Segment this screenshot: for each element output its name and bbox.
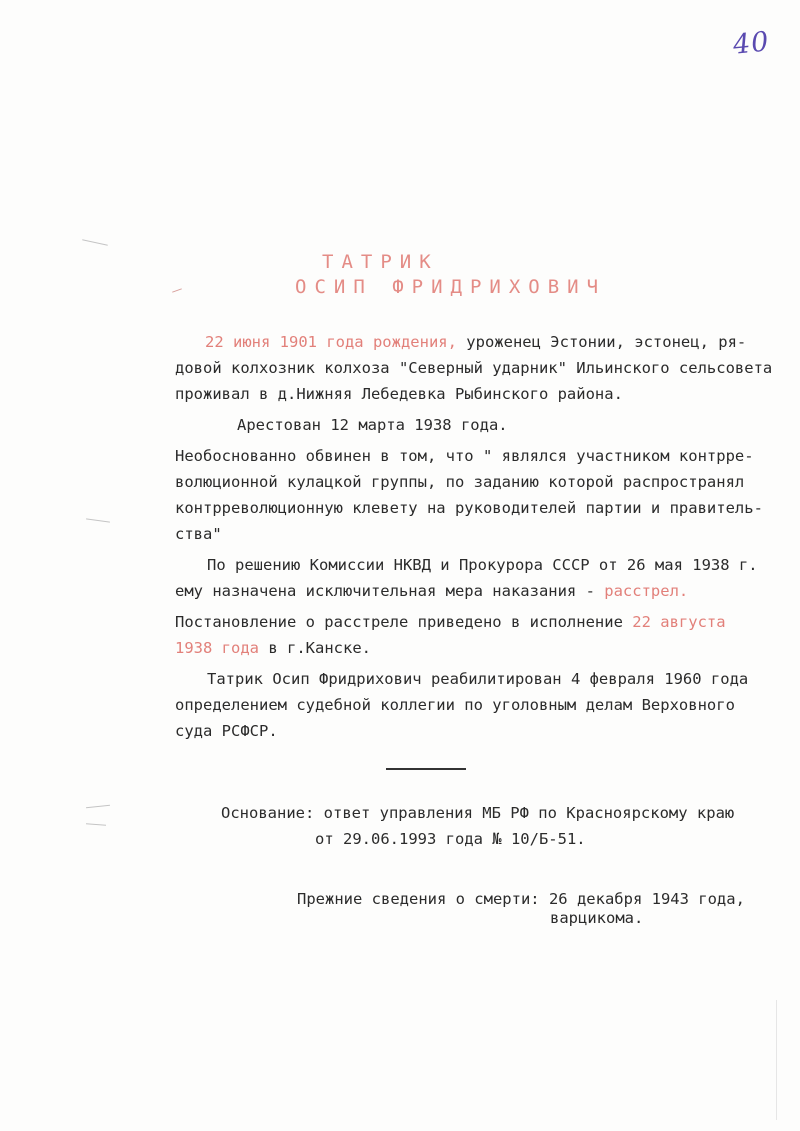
- paragraph-birth-line: [205, 332, 746, 352]
- paragraph-line-3: проживал в д.Нижняя Лебедевка Рыбинского района.: [175, 385, 623, 403]
- execution-line-1: [175, 612, 726, 632]
- accusation-line-2: волюционной кулацкой группы, по заданию которой распространял: [175, 473, 745, 491]
- decision-line-2-text: ему назначена исключительная мера наказания -: [175, 582, 605, 600]
- basis-line-1: Основание: ответ управления МБ РФ по Красноярскому краю: [221, 804, 735, 822]
- title-given-names: ОСИП ФРИДРИХОВИЧ: [295, 276, 607, 298]
- sentence-text: расстрел.: [604, 582, 689, 600]
- margin-mark: [172, 288, 182, 292]
- decision-line-2: [175, 581, 688, 601]
- accusation-line-1: Необоснованно обвинен в том, что " являлся участником контрре-: [175, 447, 754, 465]
- execution-date-year: 1938 года: [175, 639, 259, 657]
- separator-rule: [386, 768, 466, 770]
- execution-line-1-text: Постановление о расстреле приведено в исполнение: [175, 613, 633, 631]
- scan-edge-line: [776, 1000, 777, 1120]
- accusation-line-4: ства": [175, 525, 222, 543]
- basis-line-2: от 29.06.1993 года № 10/Б-51.: [315, 830, 586, 848]
- execution-line-2: [175, 638, 371, 658]
- margin-mark: [82, 239, 108, 245]
- previous-info-line-1: Прежние сведения о смерти: 26 декабря 1943 года,: [297, 890, 745, 908]
- margin-mark: [86, 518, 110, 522]
- accusation-line-3: контрреволюционную клевету на руководителей партии и правитель-: [175, 499, 763, 517]
- margin-mark: [86, 805, 110, 809]
- birth-date: 22 июня 1901 года рождения,: [205, 333, 457, 351]
- margin-mark: [86, 823, 106, 825]
- execution-place: в г.Канске.: [259, 639, 371, 657]
- rehabilitation-line-1: Татрик Осип Фридрихович реабилитирован 4 февраля 1960 года: [207, 670, 749, 688]
- birth-line-rest: уроженец Эстонии, эстонец, ря-: [456, 333, 747, 351]
- rehabilitation-line-3: суда РСФСР.: [175, 722, 278, 740]
- handwritten-page-number: 40: [731, 26, 771, 61]
- arrest-line: Арестован 12 марта 1938 года.: [237, 416, 508, 434]
- previous-info-line-2: варцикома.: [550, 909, 644, 927]
- paragraph-line-2: довой колхозник колхоза "Северный ударник" Ильинского сельсовета: [175, 359, 773, 377]
- decision-line-1: По решению Комиссии НКВД и Прокурора СССР от 26 мая 1938 г.: [207, 556, 758, 574]
- title-surname: ТАТРИК: [322, 251, 439, 273]
- execution-date-day: 22 августа: [632, 613, 726, 631]
- rehabilitation-line-2: определением судебной коллегии по уголовным делам Верховного: [175, 696, 735, 714]
